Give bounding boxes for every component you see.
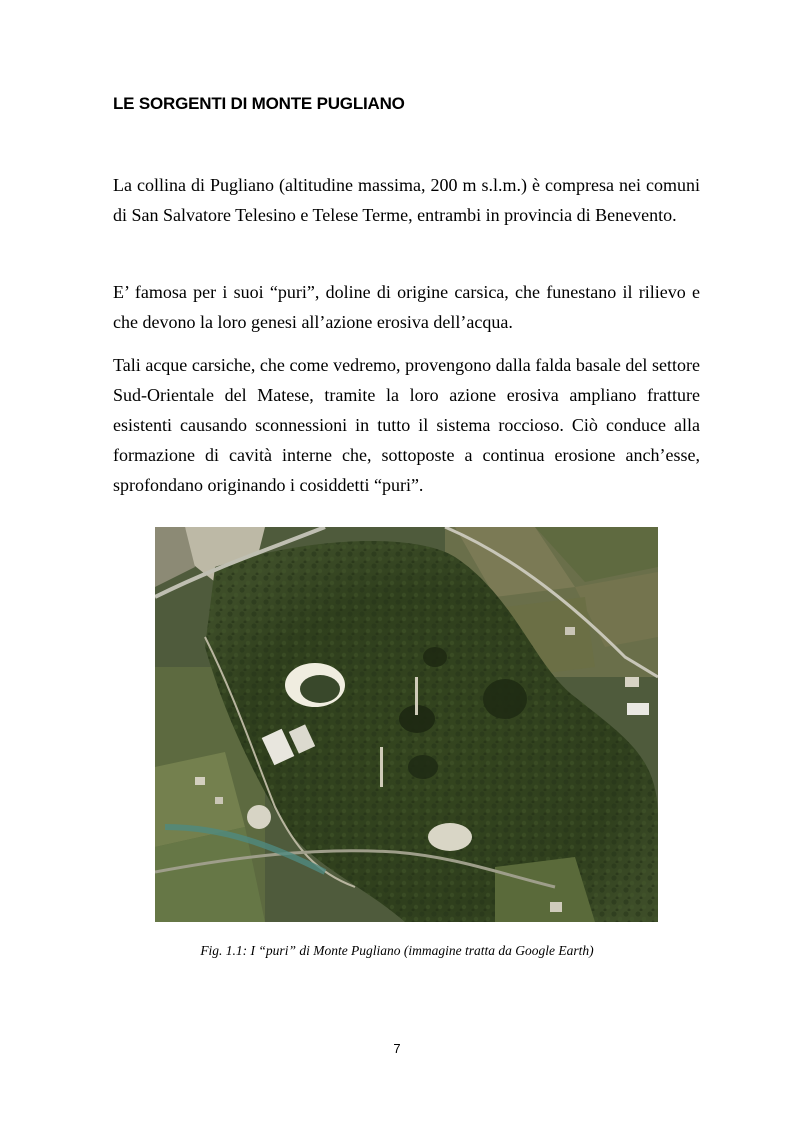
page-title: LE SORGENTI DI MONTE PUGLIANO <box>113 94 405 113</box>
paragraph-3: Tali acque carsiche, che come vedremo, provengono dalla falda basale del settore Sud-Orientale del Matese, tramite la loro azione erosiva ampliano fratture esistenti causando sconnessioni in tutto il sistema roccioso. Ciò conduce alla formazione di cavità interne che, sottoposte a continua erosione anch’esse, sprofondano originando i cosiddetti “puri”. <box>113 355 700 495</box>
satellite-image <box>155 527 658 922</box>
page-number: 7 <box>393 1041 401 1056</box>
figure-caption: Fig. 1.1: I “puri” di Monte Pugliano (immagine tratta da Google Earth) <box>200 943 594 958</box>
paragraph-1: La collina di Pugliano (altitudine massima, 200 m s.l.m.) è compresa nei comuni di San Salvatore Telesino e Telese Terme, entrambi in provincia di Benevento. <box>113 175 700 225</box>
paragraph-2: E’ famosa per i suoi “puri”, doline di origine carsica, che funestano il rilievo e che devono la loro genesi all’azione erosiva dell’acqua. <box>113 282 700 332</box>
